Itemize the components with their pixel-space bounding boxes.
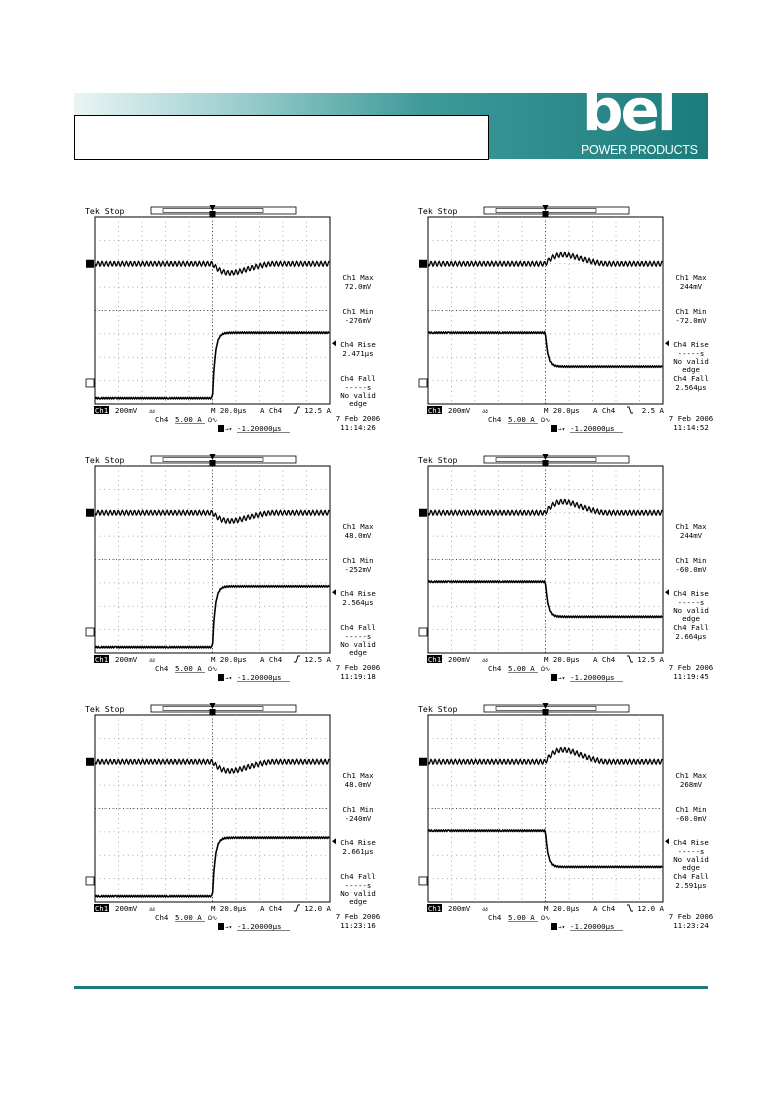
ch4-coupling-icon: Ω∿ <box>208 665 218 673</box>
ch4-fall-value: -----s <box>344 632 372 641</box>
trigger-level: 12.5 A <box>304 406 331 415</box>
ch1-badge-label: Ch1 <box>94 405 109 415</box>
ch4-fall-value: -----s <box>344 881 372 890</box>
ch1-min-label: Ch1 Min <box>675 307 707 316</box>
trigger-source: A Ch4 <box>593 406 616 415</box>
trigger-level: 12.5 A <box>304 655 331 664</box>
status-text: Tek Stop <box>418 704 458 714</box>
ch4-ground-icon <box>419 877 427 885</box>
ch4-scale: 5.00 A <box>175 664 202 673</box>
trigger-slope-icon <box>627 905 633 911</box>
capture-time: 11:14:26 <box>340 423 376 432</box>
ch4-rise-label: Ch4 Rise <box>673 340 709 349</box>
capture-date: 7 Feb 2006 <box>668 414 714 423</box>
bw-limit-icon: งง <box>482 657 488 664</box>
status-text: Tek Stop <box>418 455 458 465</box>
scope-capture-6 <box>418 701 738 951</box>
bw-limit-icon: งง <box>149 657 155 664</box>
ch4-rise-value: -----s <box>677 598 705 607</box>
ch1-min-value: -60.0mV <box>675 814 707 823</box>
trigger-level: 12.0 A <box>637 904 664 913</box>
ch4-scale: 5.00 A <box>508 913 535 922</box>
logo-subtext: POWER PRODUCTS <box>581 143 698 157</box>
trigger-t-icon <box>210 460 216 466</box>
ch1-max-label: Ch1 Max <box>675 522 707 531</box>
timebase: M 20.0µs <box>544 655 580 664</box>
trigger-position: -1.20000µs <box>237 922 282 931</box>
ch4-rise-invalid: No valid <box>673 855 709 864</box>
record-bar <box>151 456 296 463</box>
ch1-scale: 200mV <box>448 406 471 415</box>
trigger-position: -1.20000µs <box>237 673 282 682</box>
trigger-position: -1.20000µs <box>570 673 615 682</box>
graticule <box>428 715 663 902</box>
ch4-level-icon <box>665 340 669 346</box>
trigger-pos-icon <box>218 923 224 930</box>
graticule <box>95 217 330 404</box>
ch4-level-icon <box>332 340 336 346</box>
trigger-pos-icon <box>218 425 224 432</box>
trigger-slope-icon <box>627 656 633 662</box>
ch4-rise-label: Ch4 Rise <box>340 838 376 847</box>
trigger-source: A Ch4 <box>260 406 283 415</box>
ch4-ground-icon <box>419 628 427 636</box>
bel-logo <box>580 76 708 159</box>
trigger-pos-arrow-icon: →▾ <box>558 924 566 931</box>
ch4-level-icon <box>332 589 336 595</box>
ch4-fall-edge: edge <box>349 897 367 906</box>
trigger-marker-icon <box>543 703 549 709</box>
record-bar <box>484 207 629 214</box>
trigger-position: -1.20000µs <box>570 922 615 931</box>
trigger-slope-icon <box>627 407 633 413</box>
graticule <box>95 466 330 653</box>
ch1-max-value: 48.0mV <box>344 780 372 789</box>
ch1-badge-label: Ch1 <box>427 903 442 913</box>
ch1-ground-icon <box>86 758 94 766</box>
record-bar <box>484 456 629 463</box>
capture-time: 11:23:16 <box>340 921 376 930</box>
ch4-label: Ch4 <box>488 664 502 673</box>
ch4-label: Ch4 <box>155 913 169 922</box>
trigger-t-icon <box>543 211 549 217</box>
timebase: M 20.0µs <box>211 655 247 664</box>
graticule <box>428 466 663 653</box>
trigger-pos-arrow-icon: →▾ <box>558 426 566 433</box>
trigger-pos-icon <box>218 674 224 681</box>
trigger-source: A Ch4 <box>593 904 616 913</box>
ch4-fall-label: Ch4 Fall <box>673 623 709 632</box>
ch1-max-value: 244mV <box>679 282 703 291</box>
trigger-t-icon <box>210 211 216 217</box>
ch4-scale: 5.00 A <box>508 415 535 424</box>
status-text: Tek Stop <box>85 704 125 714</box>
trigger-source: A Ch4 <box>260 904 283 913</box>
record-bar <box>151 207 296 214</box>
ch1-min-label: Ch1 Min <box>342 307 374 316</box>
trigger-slope-icon <box>294 407 300 413</box>
ch4-fall-value: 2.664µs <box>675 632 707 641</box>
trigger-marker-icon <box>543 454 549 460</box>
bw-limit-icon: งง <box>482 906 488 913</box>
ch4-ground-icon <box>86 877 94 885</box>
logo-word: bel <box>582 76 674 144</box>
capture-date: 7 Feb 2006 <box>335 912 381 921</box>
trigger-level: 12.5 A <box>637 655 664 664</box>
ch4-rise-label: Ch4 Rise <box>673 589 709 598</box>
scope-capture-3 <box>85 452 405 702</box>
footer-rule <box>74 986 708 989</box>
ch4-rise-value: 2.564µs <box>342 598 374 607</box>
ch4-fall-value: 2.591µs <box>675 881 707 890</box>
scope-svg <box>418 203 738 453</box>
trigger-pos-icon <box>551 425 557 432</box>
status-text: Tek Stop <box>418 206 458 216</box>
ch4-scale: 5.00 A <box>508 664 535 673</box>
ch4-coupling-icon: Ω∿ <box>208 914 218 922</box>
ch4-rise-label: Ch4 Rise <box>340 340 376 349</box>
ch1-ground-icon <box>86 509 94 517</box>
ch1-min-label: Ch1 Min <box>342 556 374 565</box>
trigger-level: 12.0 A <box>304 904 331 913</box>
trigger-marker-icon <box>210 703 216 709</box>
ch1-max-value: 268mV <box>679 780 703 789</box>
ch4-coupling-icon: Ω∿ <box>208 416 218 424</box>
timebase: M 20.0µs <box>544 904 580 913</box>
ch4-rise-value: 2.661µs <box>342 847 374 856</box>
ch1-badge-label: Ch1 <box>94 903 109 913</box>
scope-svg <box>418 452 738 702</box>
bw-limit-icon: งง <box>482 408 488 415</box>
capture-date: 7 Feb 2006 <box>335 663 381 672</box>
ch4-fall-value: -----s <box>344 383 372 392</box>
ch4-label: Ch4 <box>488 415 502 424</box>
ch1-max-label: Ch1 Max <box>342 771 374 780</box>
scope-svg <box>85 701 405 951</box>
trigger-pos-arrow-icon: →▾ <box>225 675 233 682</box>
scope-svg <box>418 701 738 951</box>
trigger-slope-icon <box>294 656 300 662</box>
bw-limit-icon: งง <box>149 408 155 415</box>
ch4-rise-label: Ch4 Rise <box>673 838 709 847</box>
ch1-max-value: 244mV <box>679 531 703 540</box>
ch4-fall-label: Ch4 Fall <box>673 374 709 383</box>
ch1-min-value: -276mV <box>344 316 372 325</box>
trigger-t-icon <box>210 709 216 715</box>
timebase: M 20.0µs <box>544 406 580 415</box>
ch1-min-label: Ch1 Min <box>675 556 707 565</box>
ch1-scale: 200mV <box>448 904 471 913</box>
trigger-t-icon <box>543 460 549 466</box>
ch4-rise-edge: edge <box>682 863 700 872</box>
trigger-source: A Ch4 <box>260 655 283 664</box>
trigger-pos-icon <box>551 923 557 930</box>
scope-capture-5 <box>85 701 405 951</box>
ch4-rise-label: Ch4 Rise <box>340 589 376 598</box>
trigger-pos-arrow-icon: →▾ <box>225 924 233 931</box>
capture-time: 11:23:24 <box>673 921 709 930</box>
status-text: Tek Stop <box>85 206 125 216</box>
ch1-badge-label: Ch1 <box>94 654 109 664</box>
ch4-ground-icon <box>86 379 94 387</box>
ch1-ground-icon <box>419 758 427 766</box>
timebase: M 20.0µs <box>211 406 247 415</box>
ch1-min-value: -60.0mV <box>675 565 707 574</box>
ch4-level-icon <box>665 838 669 844</box>
record-bar <box>151 705 296 712</box>
ch4-coupling-icon: Ω∿ <box>541 416 551 424</box>
ch4-coupling-icon: Ω∿ <box>541 665 551 673</box>
ch4-rise-value: -----s <box>677 847 705 856</box>
capture-time: 11:14:52 <box>673 423 709 432</box>
trigger-level: 2.5 A <box>641 406 664 415</box>
ch1-min-value: -72.0mV <box>675 316 707 325</box>
ch4-ground-icon <box>419 379 427 387</box>
trigger-marker-icon <box>210 454 216 460</box>
ch1-ground-icon <box>419 509 427 517</box>
ch1-ground-icon <box>419 260 427 268</box>
ch4-label: Ch4 <box>155 415 169 424</box>
ch4-fall-label: Ch4 Fall <box>340 623 376 632</box>
scope-svg <box>85 203 405 453</box>
status-text: Tek Stop <box>85 455 125 465</box>
trigger-position: -1.20000µs <box>570 424 615 433</box>
ch4-label: Ch4 <box>488 913 502 922</box>
ch4-fall-invalid: No valid <box>340 391 376 400</box>
bw-limit-icon: งง <box>149 906 155 913</box>
ch4-scale: 5.00 A <box>175 415 202 424</box>
ch4-rise-invalid: No valid <box>673 606 709 615</box>
ch1-min-label: Ch1 Min <box>342 805 374 814</box>
ch4-rise-edge: edge <box>682 614 700 623</box>
capture-time: 11:19:18 <box>340 672 376 681</box>
graticule <box>428 217 663 404</box>
ch1-max-value: 48.0mV <box>344 531 372 540</box>
ch4-ground-icon <box>86 628 94 636</box>
capture-date: 7 Feb 2006 <box>335 414 381 423</box>
capture-date: 7 Feb 2006 <box>668 912 714 921</box>
ch4-fall-edge: edge <box>349 399 367 408</box>
ch1-max-label: Ch1 Max <box>675 771 707 780</box>
trigger-pos-arrow-icon: →▾ <box>225 426 233 433</box>
ch4-fall-invalid: No valid <box>340 889 376 898</box>
ch4-rise-edge: edge <box>682 365 700 374</box>
ch1-ground-icon <box>86 260 94 268</box>
ch4-fall-edge: edge <box>349 648 367 657</box>
record-bar <box>484 705 629 712</box>
trigger-marker-icon <box>543 205 549 211</box>
trigger-pos-arrow-icon: →▾ <box>558 675 566 682</box>
ch1-scale: 200mV <box>115 406 138 415</box>
ch4-fall-label: Ch4 Fall <box>340 872 376 881</box>
trigger-slope-icon <box>294 905 300 911</box>
scope-capture-2 <box>418 203 738 453</box>
ch4-coupling-icon: Ω∿ <box>541 914 551 922</box>
trigger-source: A Ch4 <box>593 655 616 664</box>
ch4-label: Ch4 <box>155 664 169 673</box>
title-box <box>74 115 489 160</box>
ch1-min-label: Ch1 Min <box>675 805 707 814</box>
ch4-rise-invalid: No valid <box>673 357 709 366</box>
ch1-max-label: Ch1 Max <box>342 273 374 282</box>
ch1-badge-label: Ch1 <box>427 405 442 415</box>
ch1-max-label: Ch1 Max <box>675 273 707 282</box>
ch4-rise-value: 2.471µs <box>342 349 374 358</box>
trigger-t-icon <box>543 709 549 715</box>
ch1-scale: 200mV <box>448 655 471 664</box>
ch1-max-value: 72.0mV <box>344 282 372 291</box>
ch1-scale: 200mV <box>115 655 138 664</box>
graticule <box>95 715 330 902</box>
ch4-rise-value: -----s <box>677 349 705 358</box>
trigger-pos-icon <box>551 674 557 681</box>
ch4-scale: 5.00 A <box>175 913 202 922</box>
scope-capture-1 <box>85 203 405 453</box>
capture-date: 7 Feb 2006 <box>668 663 714 672</box>
ch4-fall-label: Ch4 Fall <box>673 872 709 881</box>
ch1-min-value: -252mV <box>344 565 372 574</box>
trigger-marker-icon <box>210 205 216 211</box>
scope-capture-4 <box>418 452 738 702</box>
ch1-min-value: -240mV <box>344 814 372 823</box>
ch4-fall-label: Ch4 Fall <box>340 374 376 383</box>
trigger-position: -1.20000µs <box>237 424 282 433</box>
ch4-level-icon <box>665 589 669 595</box>
capture-time: 11:19:45 <box>673 672 709 681</box>
timebase: M 20.0µs <box>211 904 247 913</box>
scope-svg <box>85 452 405 702</box>
ch4-fall-value: 2.564µs <box>675 383 707 392</box>
ch1-max-label: Ch1 Max <box>342 522 374 531</box>
ch4-level-icon <box>332 838 336 844</box>
ch1-scale: 200mV <box>115 904 138 913</box>
ch1-badge-label: Ch1 <box>427 654 442 664</box>
ch4-fall-invalid: No valid <box>340 640 376 649</box>
